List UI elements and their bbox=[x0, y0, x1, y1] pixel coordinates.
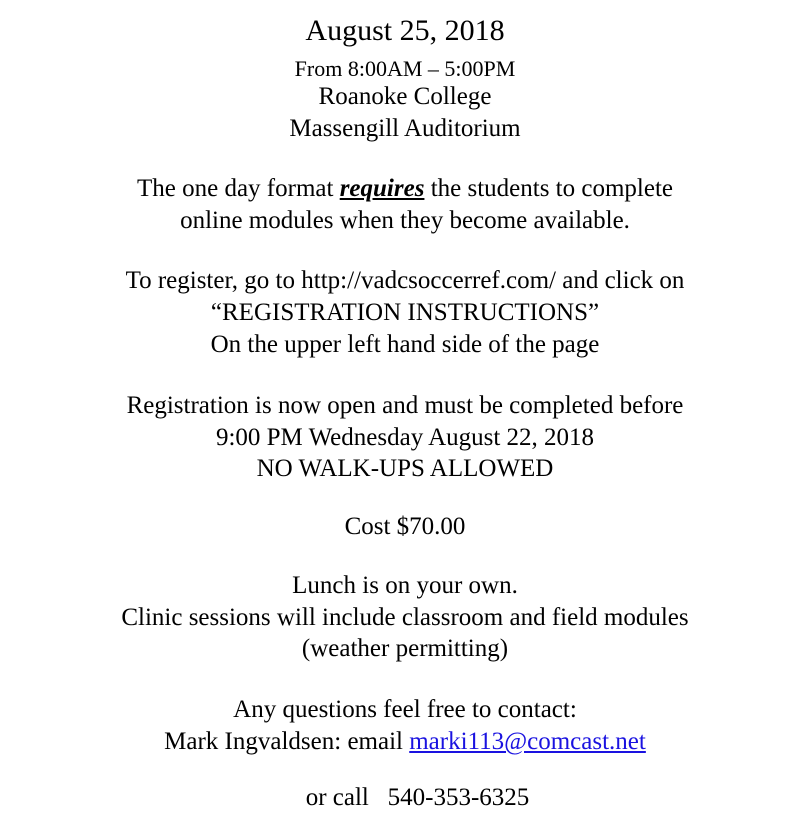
contact-line-1: Any questions feel free to contact: bbox=[233, 696, 577, 723]
phone-number: 540-353-6325 bbox=[387, 784, 530, 811]
event-time: From 8:00AM – 5:00PM bbox=[294, 56, 516, 81]
event-room: Massengill Auditorium bbox=[289, 115, 521, 142]
requires-emphasis: requires bbox=[339, 175, 425, 202]
event-venue: Roanoke College bbox=[318, 83, 492, 110]
lunch-line-1: Lunch is on your own. bbox=[292, 572, 518, 599]
format-line-2: online modules when they become available. bbox=[180, 207, 630, 234]
deadline-line-3: NO WALK-UPS ALLOWED bbox=[256, 455, 554, 482]
lunch-line-3: (weather permitting) bbox=[301, 635, 509, 662]
contact-line-2 bbox=[0, 729, 810, 754]
call-label: or call bbox=[305, 784, 388, 811]
cost-text: Cost $70.00 bbox=[344, 513, 466, 540]
deadline-line-2: 9:00 PM Wednesday August 22, 2018 bbox=[215, 424, 595, 451]
email-link[interactable]: marki113@comcast.net bbox=[409, 728, 646, 755]
format-text-after: the students to complete bbox=[424, 175, 673, 202]
register-line-1: To register, go to http://vadcsoccerref.com/ and click on bbox=[125, 267, 685, 294]
lunch-line-2: Clinic sessions will include classroom and field modules bbox=[121, 604, 689, 631]
format-text-before: The one day format bbox=[137, 175, 340, 202]
format-line-1 bbox=[0, 176, 810, 201]
register-line-2: “REGISTRATION INSTRUCTIONS” bbox=[210, 299, 600, 326]
event-date: August 25, 2018 bbox=[305, 14, 505, 47]
contact-name: Mark Ingvaldsen: email bbox=[164, 728, 410, 755]
register-line-3: On the upper left hand side of the page bbox=[210, 331, 600, 358]
deadline-line-1: Registration is now open and must be completed before bbox=[126, 392, 684, 419]
contact-line-3 bbox=[0, 760, 810, 835]
